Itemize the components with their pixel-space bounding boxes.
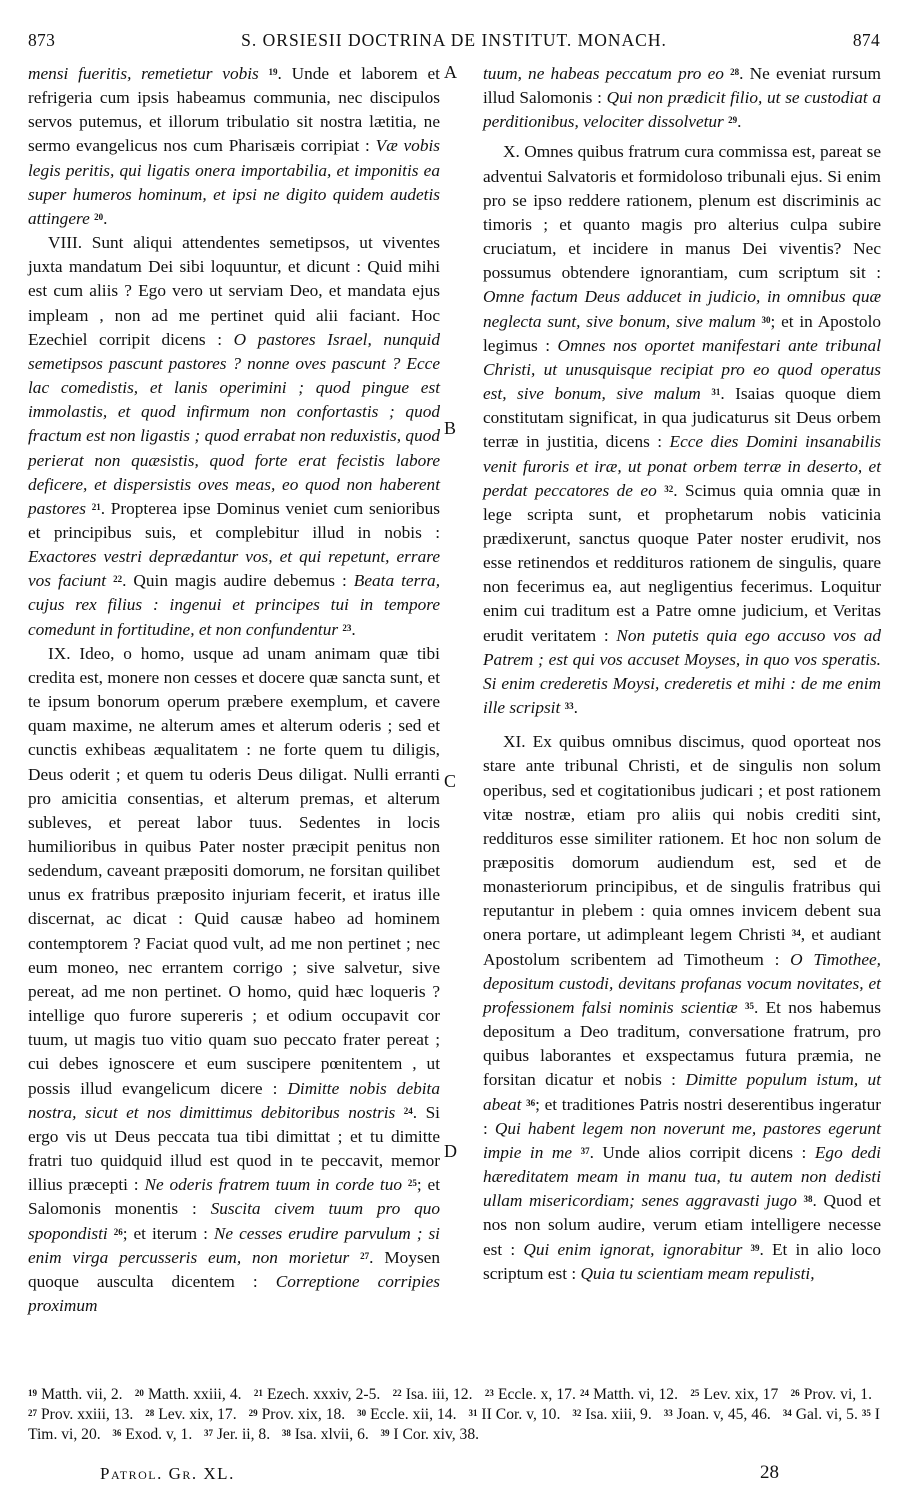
footnotes <box>28 1385 880 1445</box>
paragraph-continuation-right: tuum, ne habeas peccatum pro eo $^{28}$. Ne eveniat rursum illud Salomonis : Qui non prædicit filio, ut se custodiat a perditionibus, velociter dissolvetur $^{29}$. <box>483 64 882 132</box>
left-column <box>28 62 440 1318</box>
signature-number: 28 <box>760 1462 779 1483</box>
left-column-number: 873 <box>28 30 56 50</box>
paragraph-section-9: IX. Ideo, o homo, usque ad unam animam quæ tibi credita est, monere non cesses et docere quæ sancta sunt, et te ipsum bonorum operum præbere exemplum, et cavere quam maxime, ne alterum ames et alterum oderis ; sed et cunctis exhibeas æqualitatem : ne forte quem tu diligis, Deus oderit ; et quem tu oderis Deus diligat. Nulli erranti pro amicitia consentias, et alterum premas, et alterum subleves, et pereat labor tuus. Sedentes in locis humilioribus in quibus Pater noster præcipit penitus non sedendum, caveant præpositi domorum, ne forsitan quilibet unus ex fratribus præposito injuriam fecerit, et iratus ille discernat, ac dicat : Quid causæ habeo ad hominem contemptorem ? Faciat quod vult, ad me non pertinet ; nec eum moneo, nec errantem corrigo ; sive salvetur, sive pereat, ad me non pertinet. O homo, quid hæc loqueris ? intellige quo furore supereris ; et odium occupavit cor tuum, ut magis tuo vitio quam suo peccato frater pereat ; cui debes ignoscere et eum suscipere pœnitentem , ut possis illud evangelicum dicere : Dimitte nobis debita nostra, sicut et nos dimittimus debitoribus nostris $^{24}$. Si ergo vis ut Deus peccata tua tibi dimittat ; et tu dimitte fratri tuo quidquid illud est quod in te peccavit, memor illius præcepti : Ne oderis fratrem tuum in corde tuo $^{25}$; et Salomonis monentis : Suscita civem tuum pro quo spopondisti $^{26}$; et iterum : Ne cesses erudire parvulum ; si enim virga percusseris eum, non morietur $^{27}$. Moysen quoque ausculta dicentem : Correptione corripies proximum <box>28 643 440 1315</box>
running-header <box>28 30 880 56</box>
margin-marker-b: B <box>444 418 457 438</box>
margin-marker-d: D <box>444 1141 457 1161</box>
right-column-number: 874 <box>852 30 880 50</box>
right-column <box>483 62 881 1286</box>
running-title: S. ORSIESII DOCTRINA DE INSTITUT. MONACH. <box>241 30 667 50</box>
paragraph-continuation: mensi fueritis, remetietur vobis $^{19}$. Unde et laborem et refrigeria cum ipsis habeamus communia, nec discipulos servos putemus, et illorum tribulatio sit nostra lætitia, ne sermo evangelicus nos cum Pharisæis corripiat : Væ vobis legis peritis, qui ligatis onera importabilia, et imponitis ea super humeros hominum, et ipsi ne digito quidem audetis attingere $^{20}$. <box>28 64 440 228</box>
margin-marker-c: C <box>444 771 457 791</box>
footnote-list: $^{19}$ Matth. vii, 2. $^{20}$ Matth. xxiii, 4. $^{21}$ Ezech. xxxiv, 2-5. $^{22}$ Isa. iii, 12. $^{23}$ Eccle. x, 17. $^{24}$ Matth. vi, 12. $^{25}$ Lev. xix, 17 $^{26}$ Prov. vi, 1. $^{27}$ Prov. xxiii, 13. $^{28}$ Lev. xix, 17. $^{29}$ Prov. xix, 18. $^{30}$ Eccle. xii, 14. $^{31}$ II Cor. v, 10. $^{32}$ Isa. xiii, 9. $^{33}$ Joan. v, 45, 46. $^{34}$ Gal. vi, 5. $^{35}$ I Tim. vi, 20. $^{36}$ Exod. v, 1. $^{37}$ Jer. ii, 8. $^{38}$ Isa. xlvii, 6. $^{39}$ I Cor. xiv, 38. <box>28 1386 881 1443</box>
paragraph-section-11: XI. Ex quibus omnibus discimus, quod oporteat nos stare ante tribunal Christi, et de singulis non solum operibus, sed et cogitationibus judicari ; et post rationem vitæ nostræ, etiam pro aliis qui nobis crediti sint, reddituros esse similiter rationem. Et hoc non solum de præpositis domorum audiendum est, sed et de monasteriorum principibus, et de singulis fratribus qui reputantur in plebem : quia omnes invicem debent sua onera portare, ut adimpleant legem Christi $^{34}$, et audiant Apostolum scribentem ad Timotheum : O Timothee, depositum custodi, devitans profanas vocum novitates, et professionem falsi nominis scientiæ $^{35}$. Et nos habemus depositum a Deo traditum, conversatione fratrum, pro quibus laborantes et exspectamus futura præmia, ne forsitan dicatur et nobis : Dimitte populum istum, ut abeat $^{36}$; et traditiones Patris nostri deserentibus ingeratur : Qui habent legem non noverunt me, pastores egerunt impie in me $^{37}$. Unde alios corripit dicens : Ego dedi hæreditatem meam in manu tua, tu autem non dedisti ullam misericordiam; senes aggravasti jugo $^{38}$. Quod et nos non solum audire, verum etiam intelligere necesse est : Qui enim ignorat, ignorabitur $^{39}$. Et in alio loco scriptum est : Quia tu scientiam meam repulisti, <box>483 732 882 1283</box>
paragraph-section-8: VIII. Sunt aliqui attendentes semetipsos, ut viventes juxta mandatum Dei sibi loquuntur, et dicunt : Quid mihi est cum aliis ? Ego vero ut serviam Deo, et mandata ejus impleam , non ad me pertinet quid alii faciant. Hoc Ezechiel corripit dicens : O pastores Israel, nunquid semetipsos pascunt pastores ? nonne oves pascunt ? Ecce lac comedistis, et lanis operimini ; quod pingue est immolastis, et quod infirmum non confortastis ; quod fractum est non ligastis ; quod errabat non reduxistis, quod perierat non quæsistis, quod forte erat fecistis labore deficere, et dispersistis oves meas, eo quod non haberent pastores $^{21}$. Propterea ipse Dominus veniet cum senioribus et principibus suis, et complebitur illud in nobis : Exactores vestri deprædantur vos, et qui repetunt, errare vos faciunt $^{22}$. Quin magis audire debemus : Beata terra, cujus rex filius : ingenui et principes tui in tempore comedunt in fortitudine, et non confundentur $^{23}$. <box>28 233 441 639</box>
margin-marker-a: A <box>444 62 457 82</box>
footer-series: Patrol. Gr. XL. <box>100 1464 235 1483</box>
paragraph-section-10: X. Omnes quibus fratrum cura commissa est, pareat se adventui Salvatoris et formidoloso tribunali ejus. Si enim pro se ipso reddere rationem, plenum est discriminis ac timoris ; et quanto magis pro alterius culpa subire cruciatum, et incidere in manus Dei viventis? Nec possumus obtendere ignorantiam, cum scriptum sit : Omne factum Deus adducet in judicio, in omnibus quæ neglecta sunt, sive bonum, sive malum $^{30}$; et in Apostolo legimus : Omnes nos oportet manifestari ante tribunal Christi, ut unusquisque recipiat pro eo quod operatus est, sive bonum, sive malum $^{31}$. Isaias quoque diem constitutam significat, in qua judicaturus sit Deus orbem terræ in justitia, dicens : Ecce dies Domini insanabilis venit furoris et iræ, ut ponat orbem terræ in deserto, et perdat peccatores de eo $^{32}$. Scimus quia omnia quæ in lege scripta sunt, et prophetarum nobis vaticinia prædixerunt, sanctus quoque Pater noster erudivit, nos esse retinendos et reddituros rationem de singulis, quare non fecerimus ea, aut negligentius fecerimus. Loquitur enim cui traditum est a Patre omne judicium, et Veritas erudit veritatem : Non putetis quia ego accuso vos ad Patrem ; est qui vos accuset Moyses, in quo vos speratis. Si enim crederetis Moysi, crederetis et mihi : de me enim ille scripsit $^{33}$. <box>483 142 882 718</box>
